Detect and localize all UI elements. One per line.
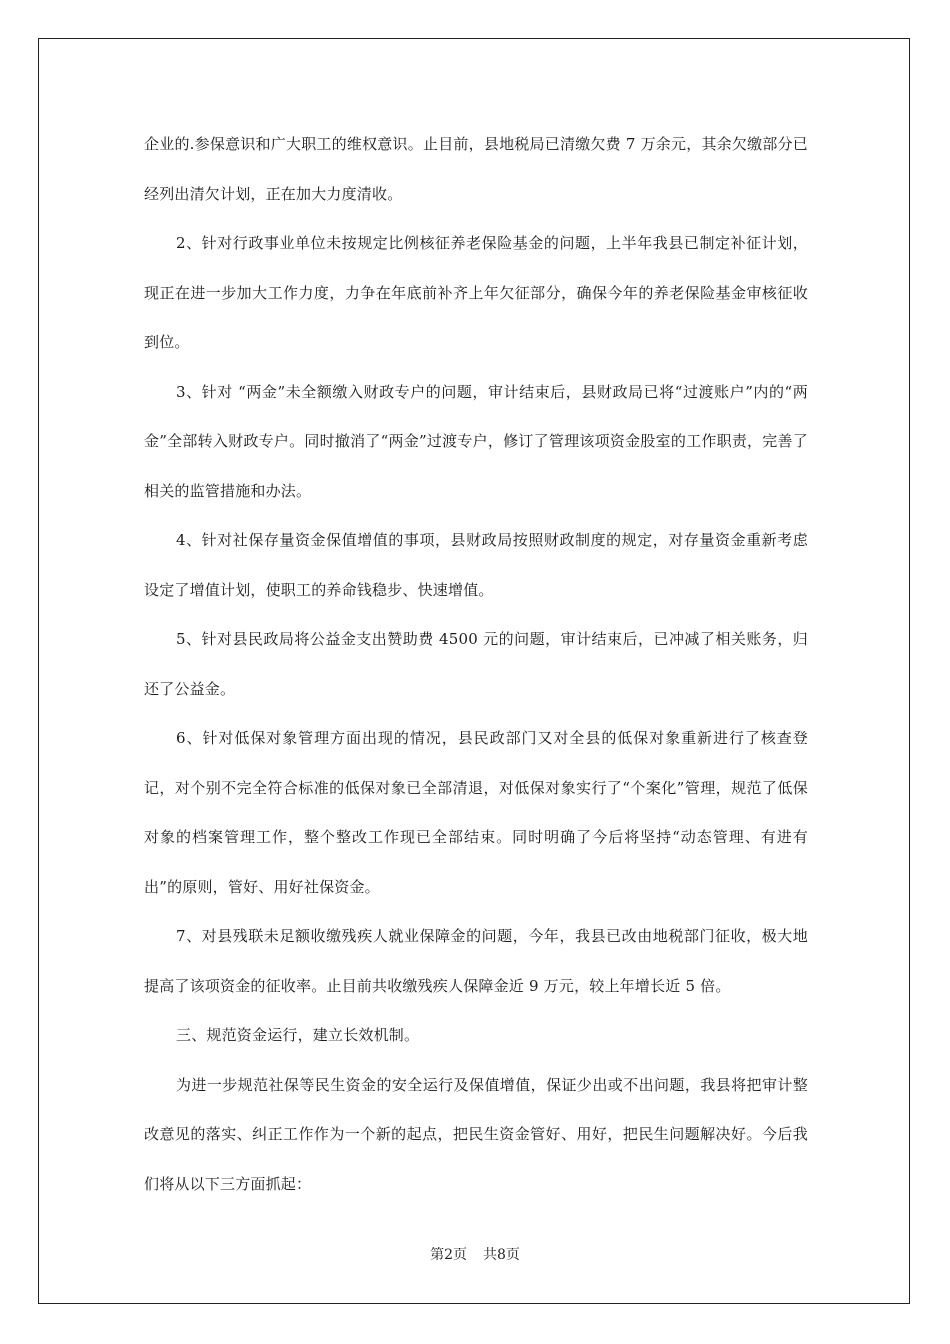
- document-body: [144, 120, 808, 1209]
- paragraph-item-2: 2、针对行政事业单位未按规定比例核征养老保险基金的问题，上半年我县已制定补征计划，现正在进一步加大工作力度，力争在年底前补齐上年欠征部分，确保今年的养老保险基金审核征收到位。: [144, 234, 808, 351]
- paragraph-item-7: 7、对县残联未足额收缴残疾人就业保障金的问题，今年，我县已改由地税部门征收，极大地提高了该项资金的征收率。止目前共收缴残疾人保障金近 9 万元，较上年增长近 5 倍。: [144, 927, 808, 995]
- paragraph-item-3: 3、针对 “两金”未全额缴入财政专户的问题，审计结束后，县财政局已将“过渡账户”内的“两金”全部转入财政专户。同时撤消了“两金”过渡专户，修订了管理该项资金股室的工作职责，完善了相关的监管措施和办法。: [144, 382, 808, 500]
- section-heading: 三、规范资金运行，建立长效机制。: [176, 1026, 420, 1044]
- page-footer: [0, 1244, 950, 1264]
- page-total: 共8页: [483, 1247, 520, 1263]
- paragraph-closing: 为进一步规范社保等民生资金的安全运行及保值增值，保证少出或不出问题，我县将把审计整改意见的落实、纠正工作作为一个新的起点，把民生资金管好、用好，把民生问题解决好。今后我们将从以下三方面抓起：: [144, 1075, 808, 1193]
- paragraph-item-5: 5、针对县民政局将公益金支出赞助费 4500 元的问题，审计结束后，已冲减了相关账务，归还了公益金。: [144, 630, 808, 698]
- paragraph-continuation: 企业的.参保意识和广大职工的维权意识。止目前，县地税局已清缴欠费 7 万余元，其余欠缴部分已经列出清欠计划，正在加大力度清收。: [144, 135, 808, 203]
- page-number: 第2页: [430, 1247, 467, 1263]
- paragraph-item-6: 6、针对低保对象管理方面出现的情况，县民政部门又对全县的低保对象重新进行了核查登记，对个别不完全符合标准的低保对象已全部清退，对低保对象实行了“个案化”管理，规范了低保对象的档案管理工作，整个整改工作现已全部结束。同时明确了今后将坚持“动态管理、有进有出”的原则，管好、用好社保资金。: [144, 729, 808, 896]
- paragraph-item-4: 4、针对社保存量资金保值增值的事项，县财政局按照财政制度的规定，对存量资金重新考虑设定了增值计划，使职工的养命钱稳步、快速增值。: [144, 531, 808, 599]
